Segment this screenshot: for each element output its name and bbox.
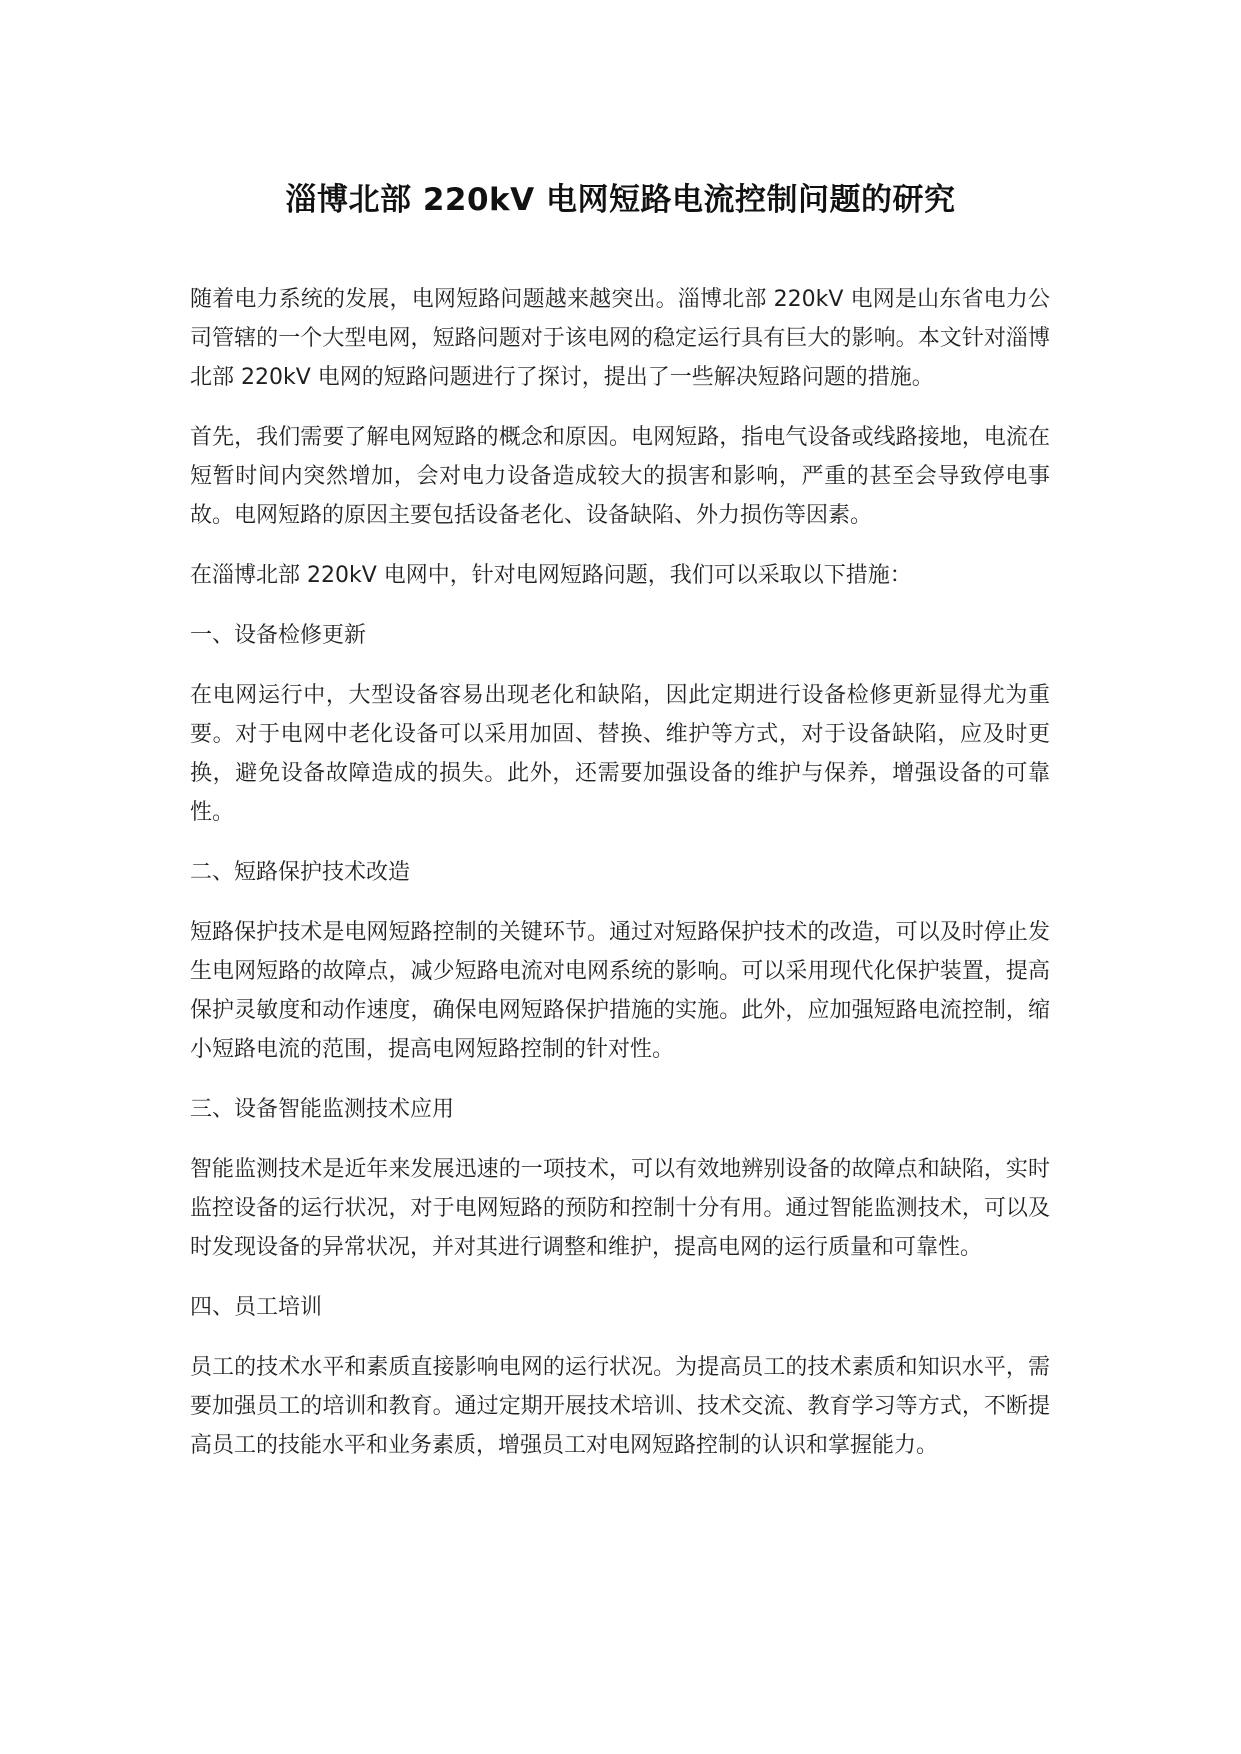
document-title: 淄博北部 220kV 电网短路电流控制问题的研究 (285, 182, 956, 218)
section-paragraph-2: 短路保护技术是电网短路控制的关键环节。通过对短路保护技术的改造，可以及时停止发生电网短路的故障点，减少短路电流对电网系统的影响。可以采用现代化保护装置，提高保护灵敏度和动作速度，确保电网短路保护措施的实施。此外，应加强短路电流控制，缩小短路电流的范围，提高电网短路控制的针对性。 (190, 920, 1050, 1062)
section-paragraph-1: 在电网运行中，大型设备容易出现老化和缺陷，因此定期进行设备检修更新显得尤为重要。对于电网中老化设备可以采用加固、替换、维护等方式，对于设备缺陷，应及时更换，避免设备故障造成的损失。此外，还需要加强设备的维护与保养，增强设备的可靠性。 (190, 683, 1050, 825)
section-heading-1: 一、设备检修更新 (190, 623, 367, 648)
section-paragraph-3: 智能监测技术是近年来发展迅速的一项技术，可以有效地辨别设备的故障点和缺陷，实时监控设备的运行状况，对于电网短路的预防和控制十分有用。通过智能监测技术，可以及时发现设备的异常状况，并对其进行调整和维护，提高电网的运行质量和可靠性。 (190, 1157, 1050, 1260)
intro-paragraph-1: 随着电力系统的发展，电网短路问题越来越突出。淄博北部 220kV 电网是山东省电力公司管辖的一个大型电网，短路问题对于该电网的稳定运行具有巨大的影响。本文针对淄博北部 220kV 电网的短路问题进行了探讨，提出了一些解决短路问题的措施。 (190, 287, 1050, 390)
intro-paragraph-2: 首先，我们需要了解电网短路的概念和原因。电网短路，指电气设备或线路接地，电流在短暂时间内突然增加，会对电力设备造成较大的损害和影响，严重的甚至会导致停电事故。电网短路的原因主要包括设备老化、设备缺陷、外力损伤等因素。 (190, 425, 1050, 528)
section-heading-2: 二、短路保护技术改造 (190, 860, 411, 885)
section-paragraph-4: 员工的技术水平和素质直接影响电网的运行状况。为提高员工的技术素质和知识水平，需要加强员工的培训和教育。通过定期开展技术培训、技术交流、教育学习等方式，不断提高员工的技能水平和业务素质，增强员工对电网短路控制的认识和掌握能力。 (190, 1355, 1050, 1458)
section-heading-4: 四、员工培训 (190, 1295, 323, 1320)
section-heading-3: 三、设备智能监测技术应用 (190, 1097, 455, 1122)
intro-paragraph-3: 在淄博北部 220kV 电网中，针对电网短路问题，我们可以采取以下措施： (190, 563, 912, 588)
document-body (190, 280, 1050, 1486)
